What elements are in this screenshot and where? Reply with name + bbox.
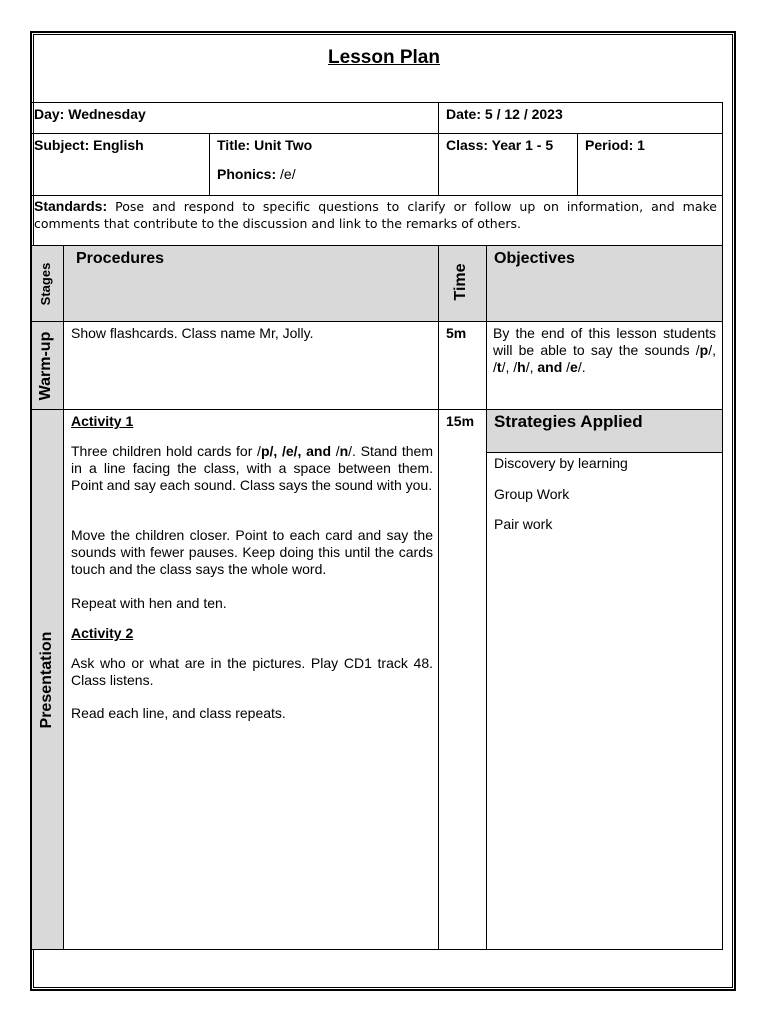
subject-field: Subject: English (34, 137, 144, 153)
warmup-procedure: Show flashcards. Class name Mr, Jolly. (71, 325, 314, 341)
period-field: Period: 1 (585, 137, 645, 153)
activity2-paragraph-2: Read each line, and class repeats. (71, 705, 286, 721)
activity1-title: Activity 1 (71, 413, 134, 429)
activity1-paragraph-3: Repeat with hen and ten. (71, 595, 227, 611)
procedures-header: Procedures (76, 250, 165, 267)
strategy-item: Group Work (494, 486, 570, 502)
activity2-title: Activity 2 (71, 625, 134, 641)
strategies-header: Strategies Applied (494, 412, 643, 431)
warmup-stage-label: Warm-up (37, 331, 54, 401)
day-field: Day: Wednesday (34, 106, 146, 122)
warmup-time: 5m (446, 325, 467, 341)
activity1-paragraph-1: Three children hold cards for /p/, /e/, and /n/. Stand them in a line facing the class, with a space between them. Point and say each sound. Class says the sound with you. (71, 443, 434, 493)
time-header: Time (452, 263, 469, 301)
phonics-field (217, 166, 296, 183)
warmup-objective: By the end of this lesson students will be able to say the sounds /p/, /t/, /h/, and /e/. (493, 325, 716, 375)
presentation-stage-label: Presentation (38, 631, 55, 729)
activity2-paragraph-1: Ask who or what are in the pictures. Play CD1 track 48. Class listens. (71, 655, 433, 688)
strategy-item: Discovery by learning (494, 455, 628, 471)
inner-border (33, 34, 733, 988)
title-field: Title: Unit Two (217, 137, 313, 153)
standards-body: Pose and respond to specific questions to clarify or follow up on information, and make comments that contribute to the discussion and link to the remarks of others. (34, 199, 717, 231)
objectives-header: Objectives (494, 250, 575, 267)
presentation-time: 15m (446, 413, 475, 429)
activity1-paragraph-2: Move the children closer. Point to each card and say the sounds with fewer pauses. Keep doing this until the cards touch and the class says the whole word. (71, 527, 433, 577)
class-field: Class: Year 1 - 5 (446, 137, 554, 153)
standards-text (34, 198, 717, 232)
phonics-label: Phonics: (217, 166, 281, 182)
date-field: Date: 5 / 12 / 2023 (446, 106, 563, 122)
standards-label: Standards: (34, 198, 108, 214)
phonics-value: /e/ (280, 166, 296, 182)
stages-header: Stages (38, 262, 53, 306)
page-title: Lesson Plan (328, 47, 440, 68)
strategy-item: Pair work (494, 516, 553, 532)
